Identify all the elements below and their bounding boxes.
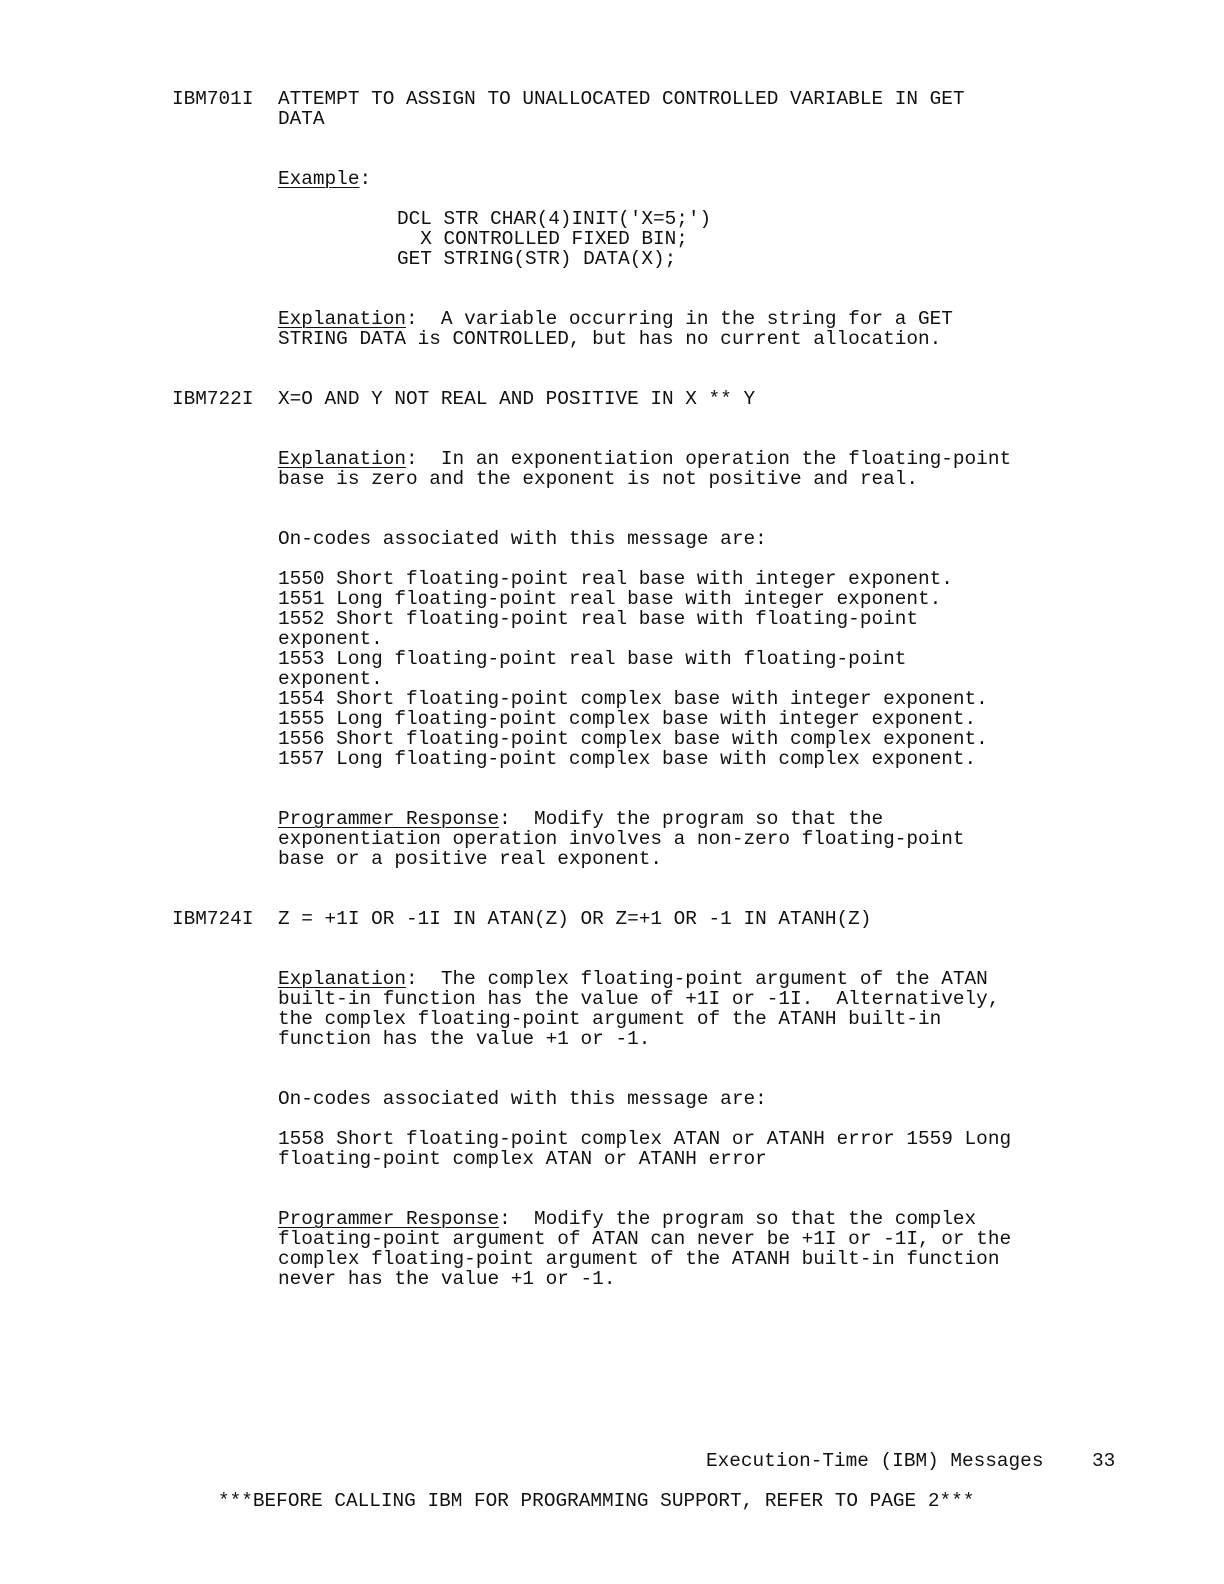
code-line: DCL STR CHAR(4)INIT('X=5;') (397, 208, 712, 230)
response-line: Programmer Response: Modify the program so that the complex (278, 1208, 977, 1230)
oncode-line: 1554 Short floating-point complex base with integer exponent. (278, 688, 988, 710)
oncode-line: 1557 Long floating-point complex base with complex exponent. (278, 748, 977, 770)
explanation-line: base is zero and the exponent is not positive and real. (278, 468, 918, 490)
response-line: floating-point argument of ATAN can never be +1I or -1I, or the (278, 1228, 1012, 1250)
message-title: X=O AND Y NOT REAL AND POSITIVE IN X ** Y (278, 388, 756, 410)
message-code: IBM724I (172, 908, 254, 930)
explanation-line: Explanation: A variable occurring in the string for a GET (278, 308, 953, 330)
oncode-line: 1556 Short floating-point complex base with complex exponent. (278, 728, 988, 750)
message-title: DATA (278, 108, 325, 130)
message-title: Z = +1I OR -1I IN ATAN(Z) OR Z=+1 OR -1 IN ATANH(Z) (278, 908, 872, 930)
message-code: IBM701I (172, 88, 254, 110)
explanation-line: built-in function has the value of +1I or -1I. Alternatively, (278, 988, 1000, 1010)
response-line: exponentiation operation involves a non-zero floating-point (278, 828, 965, 850)
oncode-line: 1551 Long floating-point real base with integer exponent. (278, 588, 942, 610)
explanation-line: Explanation: The complex floating-point argument of the ATAN (278, 968, 988, 990)
explanation-line: STRING DATA is CONTROLLED, but has no current allocation. (278, 328, 942, 350)
example-heading: Example: (278, 168, 372, 190)
oncode-line: 1550 Short floating-point real base with integer exponent. (278, 568, 953, 590)
oncode-line: 1552 Short floating-point real base with floating-point (278, 608, 918, 630)
explanation-label: Explanation (278, 968, 406, 990)
explanation-line: function has the value +1 or -1. (278, 1028, 651, 1050)
oncode-line: 1558 Short floating-point complex ATAN or ATANH error 1559 Long (278, 1128, 1012, 1150)
support-notice: ***BEFORE CALLING IBM FOR PROGRAMMING SUPPORT, REFER TO PAGE 2*** (218, 1490, 975, 1512)
response-line: base or a positive real exponent. (278, 848, 662, 870)
message-title: ATTEMPT TO ASSIGN TO UNALLOCATED CONTROLLED VARIABLE IN GET (278, 88, 965, 110)
response-label: Programmer Response (278, 808, 500, 830)
footer-section-title: Execution-Time (IBM) Messages (706, 1450, 1044, 1472)
example-label: Example (278, 168, 360, 190)
oncode-line: floating-point complex ATAN or ATANH error (278, 1148, 767, 1170)
response-line: never has the value +1 or -1. (278, 1268, 616, 1290)
oncode-line: exponent. (278, 668, 383, 690)
oncodes-intro: On-codes associated with this message are: (278, 528, 767, 550)
message-code: IBM722I (172, 388, 254, 410)
code-line: GET STRING(STR) DATA(X); (397, 248, 677, 270)
explanation-line: the complex floating-point argument of the ATANH built-in (278, 1008, 942, 1030)
response-line: Programmer Response: Modify the program so that the (278, 808, 884, 830)
explanation-line: Explanation: In an exponentiation operation the floating-point (278, 448, 1012, 470)
page-number: 33 (1092, 1450, 1116, 1472)
code-line: X CONTROLLED FIXED BIN; (397, 228, 688, 250)
oncode-line: 1555 Long floating-point complex base with integer exponent. (278, 708, 977, 730)
oncodes-intro: On-codes associated with this message are: (278, 1088, 767, 1110)
response-line: complex floating-point argument of the ATANH built-in function (278, 1248, 1000, 1270)
explanation-label: Explanation (278, 448, 406, 470)
explanation-label: Explanation (278, 308, 406, 330)
response-label: Programmer Response (278, 1208, 500, 1230)
oncode-line: exponent. (278, 628, 383, 650)
oncode-line: 1553 Long floating-point real base with floating-point (278, 648, 907, 670)
